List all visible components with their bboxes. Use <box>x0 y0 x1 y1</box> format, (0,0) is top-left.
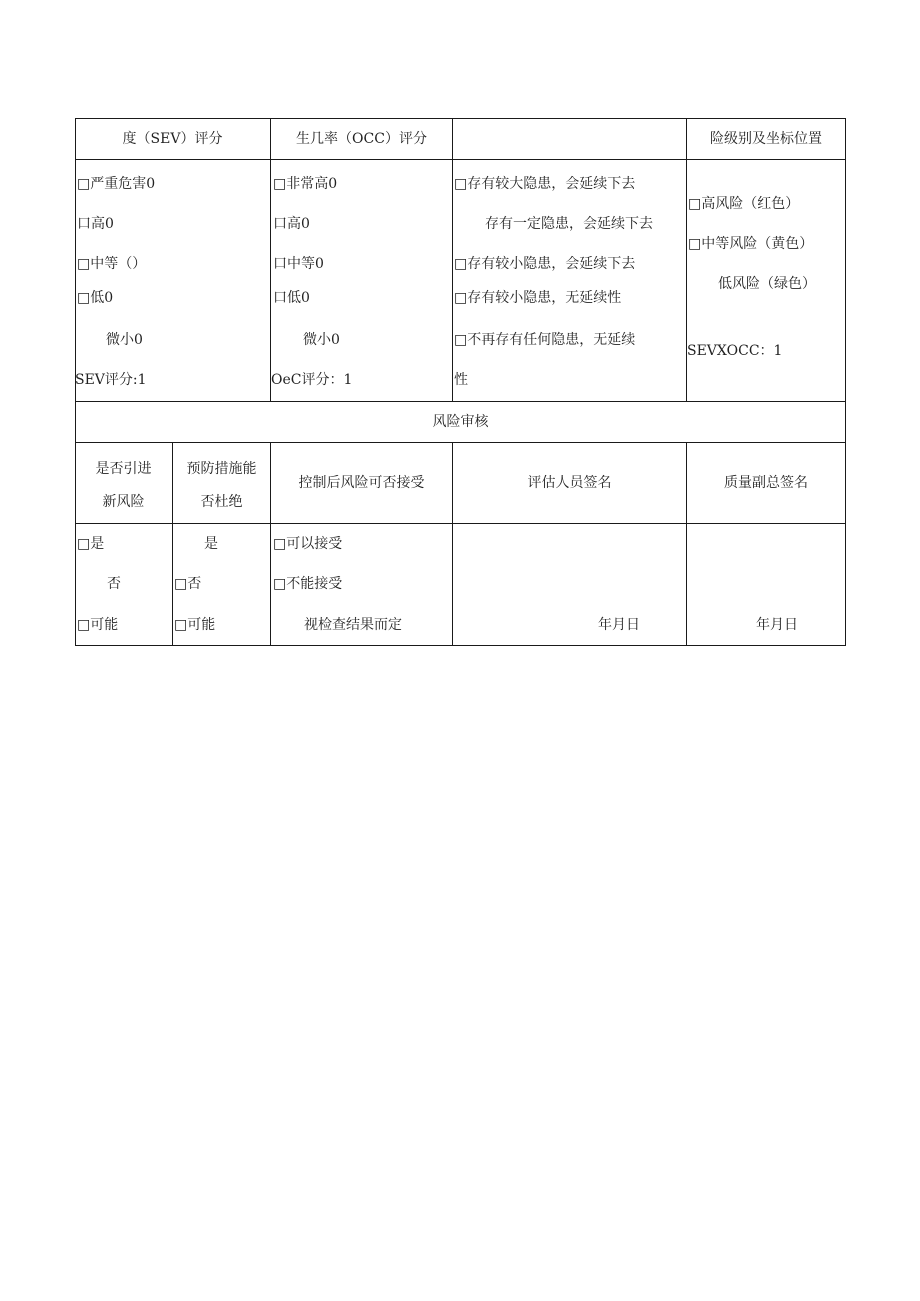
row-divider-review-title <box>75 442 846 443</box>
prevent-option-no: □否 <box>174 576 202 592</box>
header-occurrence: 生几率（OCC）评分 <box>296 131 427 147</box>
risk-option-medium: □中等风险（黄色） <box>688 236 814 252</box>
hazard-option-minor-no-continuity: □存有较小隐患，无延续性 <box>454 290 622 306</box>
occurrence-option-minor: 微小0 <box>303 332 340 348</box>
hazard-option-none-cont: 性 <box>454 372 468 388</box>
review-header-acceptable: 控制后风险可否接受 <box>298 475 425 491</box>
review-header-new-risk-1: 是否引进 <box>95 461 152 477</box>
risk-product: SEVXOCC：1 <box>687 343 783 359</box>
hazard-option-major: □存有较大隐患，会延续下去 <box>454 176 636 192</box>
header-risk-level: 险级别及坐标位置 <box>710 131 822 147</box>
severity-option-medium: □中等（） <box>77 256 147 272</box>
risk-assessment-table <box>75 118 846 646</box>
table-border-top <box>75 118 846 119</box>
occurrence-option-medium: 口中等0 <box>273 256 324 272</box>
severity-option-high: 口高0 <box>77 216 114 232</box>
prevent-option-yes: 是 <box>204 536 218 552</box>
hazard-option-some: 存有一定隐患，会延续下去 <box>485 216 653 232</box>
prevent-option-maybe: □可能 <box>174 617 216 633</box>
col-divider-1 <box>270 118 271 402</box>
new-risk-option-yes: □是 <box>77 536 105 552</box>
acceptable-option-yes: □可以接受 <box>273 536 343 552</box>
quality-date: 年月日 <box>756 617 798 633</box>
occurrence-option-high: 口高0 <box>273 216 310 232</box>
severity-option-severe: □严重危害0 <box>77 176 156 192</box>
review-title: 风险审核 <box>432 414 489 430</box>
severity-option-minor: 微小0 <box>106 332 143 348</box>
review-header-assessor-sign: 评估人员签名 <box>527 475 612 491</box>
review-header-prevent-2: 否杜绝 <box>200 494 243 510</box>
acceptable-option-depends: 视检查结果而定 <box>304 617 402 633</box>
header-severity: 度（SEV）评分 <box>122 131 223 147</box>
severity-score: SEV评分:1 <box>75 372 147 388</box>
new-risk-option-no: 否 <box>107 576 121 592</box>
review-header-quality-sign: 质量副总签名 <box>724 475 808 491</box>
row-divider-options <box>75 401 846 402</box>
review-header-prevent-1: 预防措施能 <box>186 461 257 477</box>
hazard-option-minor-continuing: □存有较小隐患，会延续下去 <box>454 256 636 272</box>
new-risk-option-maybe: □可能 <box>77 617 119 633</box>
risk-option-low: 低风险（绿色） <box>718 276 816 292</box>
hazard-option-none: □不再存有任何隐患，无延续 <box>454 332 636 348</box>
occurrence-option-very-high: □非常高0 <box>273 176 338 192</box>
occurrence-option-low: 口低0 <box>273 290 310 306</box>
row-divider-header <box>75 159 846 160</box>
risk-option-high: □高风险（红色） <box>688 196 800 212</box>
table-border-bottom <box>75 645 846 646</box>
severity-option-low: □低0 <box>77 290 114 306</box>
occurrence-score: OeC评分：1 <box>271 372 353 388</box>
acceptable-option-no: □不能接受 <box>273 576 343 592</box>
col-divider-2 <box>452 118 453 402</box>
review-header-new-risk-2: 新风险 <box>102 494 145 510</box>
table-border-right <box>845 118 846 646</box>
assessor-date: 年月日 <box>598 617 640 633</box>
row-divider-review-header <box>75 523 846 524</box>
